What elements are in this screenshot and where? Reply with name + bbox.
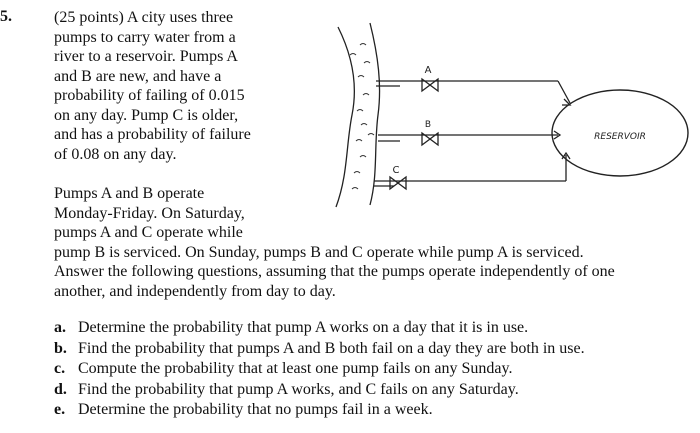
- question-text: Determine the probability that no pumps fail in a week.: [78, 401, 433, 418]
- intro-line: pumps to carry water from a: [54, 28, 236, 46]
- problem-intro: [54, 8, 294, 164]
- question-item-c: [54, 359, 694, 380]
- river-bank-right: [370, 23, 380, 205]
- schedule-line: another, and independently from day to day.: [54, 282, 336, 300]
- pump-diagram: [330, 15, 695, 215]
- pump-label-b: B: [424, 120, 432, 130]
- pump-label-c: C: [392, 165, 400, 176]
- question-label: c.: [54, 360, 66, 377]
- schedule-line: pump B is serviced. On Sunday, pumps B and C operate while pump A is serviced.: [54, 243, 584, 261]
- pipe-c: [374, 155, 566, 189]
- pump-label-a: A: [424, 65, 432, 76]
- schedule-line: pumps A and C operate while: [54, 224, 243, 241]
- question-label: b.: [54, 339, 67, 357]
- intro-line: probability of failing of 0.015: [54, 87, 245, 104]
- pipe-a: [376, 79, 570, 103]
- question-item-d: [54, 380, 694, 401]
- question-label: e.: [54, 401, 66, 418]
- question-list: [54, 318, 694, 421]
- question-text: Find the probability that pump A works, and C fails on any Saturday.: [78, 380, 519, 398]
- intro-line: on any day. Pump C is older,: [54, 106, 239, 124]
- question-text: Determine the probability that pump A works on a day that it is in use.: [78, 319, 529, 336]
- schedule-line: Monday-Friday. On Saturday,: [54, 204, 245, 222]
- question-text: Find the probability that pumps A and B both fail on a day they are both in use.: [78, 339, 585, 357]
- question-item-b: [54, 339, 694, 360]
- intro-line: of 0.08 on any day.: [54, 145, 177, 163]
- reservoir-label: RESERVOIR: [594, 132, 646, 142]
- intro-line: and has a probability of failure: [54, 126, 251, 143]
- question-item-a: [54, 318, 694, 339]
- question-label: a.: [54, 319, 66, 336]
- problem-number: 5.: [0, 8, 12, 25]
- question-label: d.: [54, 380, 67, 398]
- schedule-line: Pumps A and B operate: [54, 185, 205, 202]
- pipe-b: [378, 133, 558, 145]
- river-water-marks: [350, 44, 374, 190]
- intro-line: (25 points) A city uses three: [54, 9, 234, 26]
- question-text: Compute the probability that at least one pump fails on any Sunday.: [78, 360, 513, 377]
- question-item-e: [54, 400, 694, 421]
- schedule-line: Answer the following questions, assuming that the pumps operate independently of one: [54, 263, 615, 280]
- intro-line: river to a reservoir. Pumps A: [54, 48, 238, 65]
- intro-line: and B are new, and have a: [54, 67, 222, 85]
